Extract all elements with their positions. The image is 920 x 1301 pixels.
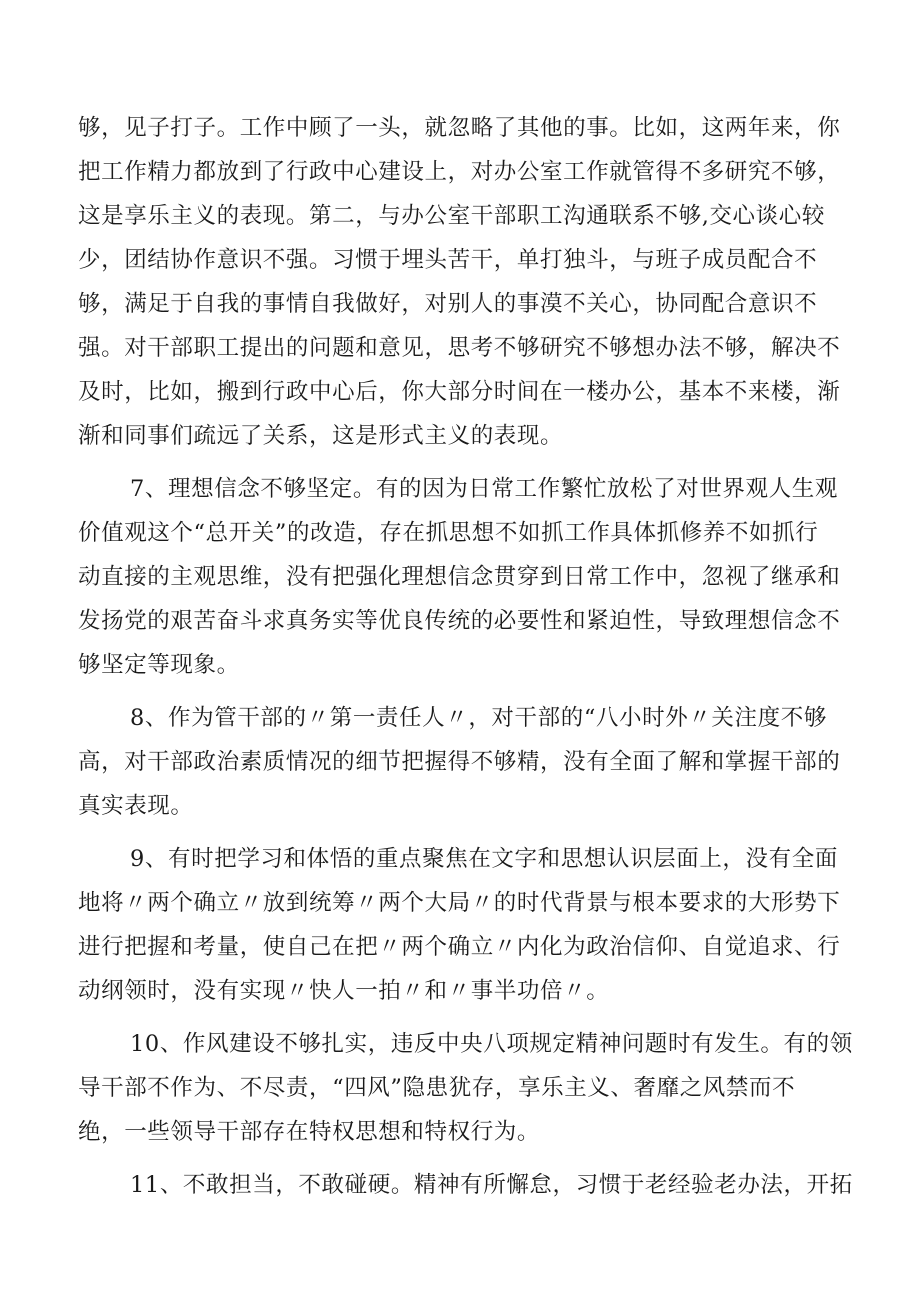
- text-line: 少，团结协作意识不强。习惯于埋头苦干，单打独斗，与班子成员配合不: [78, 247, 818, 273]
- text-line: 真实表现。: [78, 793, 194, 819]
- text-line: 强。对干部职工提出的问题和意见，思考不够研究不够想办法不够，解决不: [78, 335, 841, 361]
- text-line: 8、作为管干部的〃第一责任人〃，对干部的“八小时外〃关注度不够: [130, 705, 827, 731]
- text-line: 绝，一些领导干部存在特权思想和特权行为。: [78, 1119, 541, 1145]
- paragraph-item-11: [78, 1163, 854, 1207]
- text-line: 渐和同事们疏远了关系，这是形式主义的表现。: [78, 423, 564, 449]
- text-line: 高，对干部政治素质情况的细节把握得不够精，没有全面了解和掌握干部的: [78, 749, 841, 775]
- paragraph-item-10: [78, 1022, 854, 1154]
- text-line: 够，满足于自我的事情自我做好，对别人的事漠不关心，协同配合意识不: [78, 291, 818, 317]
- text-line: 发扬党的艰苦奋斗求真务实等优良传统的必要性和紧迫性，导致理想信念不: [78, 608, 841, 634]
- text-line: 这是享乐主义的表现。第二，与办公室干部职工沟通联系不够,交心谈心较: [78, 203, 825, 229]
- text-line: 够，见子打子。工作中顾了一头，就忽略了其他的事。比如，这两年来，你: [78, 115, 841, 141]
- text-line: 及时，比如，搬到行政中心后，你大部分时间在一楼办公，基本不来楼，渐: [78, 379, 841, 405]
- text-line: 把工作精力都放到了行政中心建设上，对办公室工作就管得不多研究不够，: [78, 159, 841, 185]
- text-line: 10、作风建设不够扎实，违反中央八项规定精神问题时有发生。有的领: [130, 1031, 853, 1057]
- text-line: 动直接的主观思维，没有把强化理想信念贯穿到日常工作中，忽视了继承和: [78, 564, 841, 590]
- paragraph-item-8: [78, 696, 854, 828]
- paragraph-continuation: [78, 106, 854, 458]
- text-line: 导干部不作为、不尽责，“四风”隐患犹存，享乐主义、奢靡之风禁而不: [78, 1075, 796, 1101]
- paragraph-item-7: [78, 467, 854, 687]
- body-text: [78, 106, 854, 1207]
- text-line: 进行把握和考量，使自己在把〃两个确立〃内化为政治信仰、自觉追求、行: [78, 934, 841, 960]
- text-line: 11、不敢担当，不敢碰硬。精神有所懈怠，习惯于老经验老办法，开拓: [130, 1172, 853, 1198]
- text-line: 够坚定等现象。: [78, 652, 240, 678]
- text-line: 7、理想信念不够坚定。有的因为日常工作繁忙放松了对世界观人生观: [130, 476, 838, 502]
- text-line: 地将〃两个确立〃放到统筹〃两个大局〃的时代背景与根本要求的大形势下: [78, 890, 841, 916]
- text-line: 动纲领时，没有实现〃快人一拍〃和〃事半功倍〃。: [78, 978, 610, 1004]
- text-line: 价值观这个“总开关”的改造，存在抓思想不如抓工作具体抓修养不如抓行: [78, 520, 819, 546]
- paragraph-item-9: [78, 837, 854, 1013]
- text-line: 9、有时把学习和体悟的重点聚焦在文字和思想认识层面上，没有全面: [130, 846, 838, 872]
